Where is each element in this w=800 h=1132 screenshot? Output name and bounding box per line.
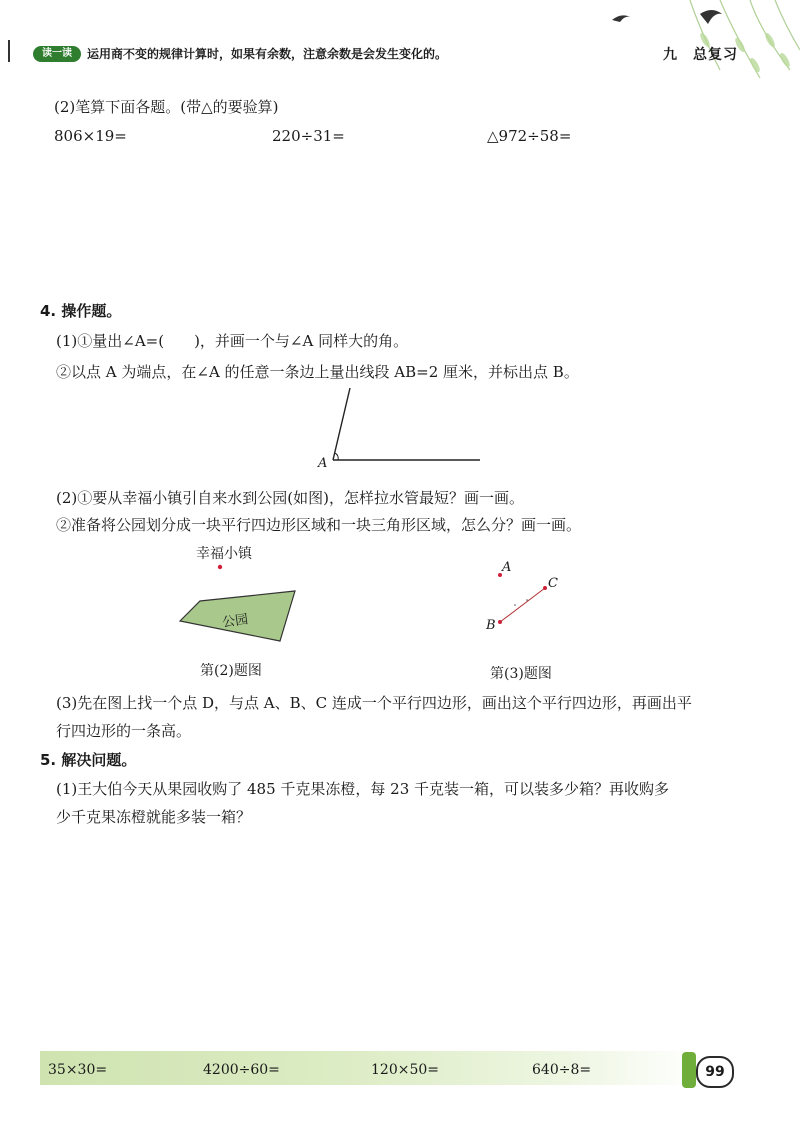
angle-figure xyxy=(310,380,510,475)
town-label: 幸福小镇 xyxy=(196,546,252,562)
point-c-label: C xyxy=(548,576,558,591)
angle-ray-upper xyxy=(333,388,350,460)
q5-title: 5. 解决问题。 xyxy=(40,751,137,769)
q5-1-line2: 少千克果冻橙就能多装一箱？ xyxy=(56,808,252,826)
town-point xyxy=(218,565,222,569)
points-figure xyxy=(485,560,575,640)
q4-2-line2: ②准备将公园划分成一块平行四边形区域和一块三角形区域，怎么分？画一画。 xyxy=(56,516,582,534)
footer-bar xyxy=(40,1051,700,1085)
tip-text: 运用商不变的规律计算时，如果有余数，注意余数是会发生变化的。 xyxy=(87,47,448,61)
header-decoration xyxy=(0,0,800,80)
q5-1-line1: (1)王大伯今天从果园收购了 485 千克果冻橙，每 23 千克装一箱，可以装多少箱？再收购多 xyxy=(56,780,670,798)
page-number: 99 xyxy=(696,1056,734,1088)
footer-calc-2: 4200÷60= xyxy=(203,1062,280,1078)
point-a-label: A xyxy=(502,560,512,575)
q4-2-line1: (2)①要从幸福小镇引自来水到公园(如图)，怎样拉水管最短？画一画。 xyxy=(56,489,524,507)
read-badge: 读一读 xyxy=(33,46,81,62)
angle-arc xyxy=(335,453,338,460)
q3-2-heading: (2)笔算下面各题。(带△的要验算) xyxy=(54,98,279,116)
calc-item-3: △972÷58= xyxy=(487,127,572,145)
unit-label: 九 总复习 xyxy=(663,47,738,63)
calc-item-2: 220÷31= xyxy=(272,127,345,145)
calc-item-1: 806×19= xyxy=(54,127,127,145)
q4-title: 4. 操作题。 xyxy=(40,302,122,320)
point-b-label: B xyxy=(486,618,496,633)
fig3-caption: 第(3)题图 xyxy=(490,666,552,682)
angle-label-a: A xyxy=(318,456,328,471)
fig2-caption: 第(2)题图 xyxy=(200,663,262,679)
footer-tab xyxy=(682,1052,696,1088)
q4-3-line1: (3)先在图上找一个点 D，与点 A、B、C 连成一个平行四边形，画出这个平行四边形，再画出平 xyxy=(56,694,692,712)
footer-calc-4: 640÷8= xyxy=(532,1062,592,1078)
footer-calc-3: 120×50= xyxy=(371,1062,439,1078)
segment-bc xyxy=(500,588,545,622)
footer-calc-1: 35×30= xyxy=(48,1062,108,1078)
park-label: 公园 xyxy=(221,612,250,631)
q4-1-line1: (1)①量出∠A=( )，并画一个与∠A 同样大的角。 xyxy=(56,332,409,350)
park-figure xyxy=(170,555,320,655)
q4-1-line2: ②以点 A 为端点，在∠A 的任意一条边上量出线段 AB=2 厘米，并标出点 B。 xyxy=(56,363,579,381)
q4-3-line2: 行四边形的一条高。 xyxy=(56,722,192,740)
